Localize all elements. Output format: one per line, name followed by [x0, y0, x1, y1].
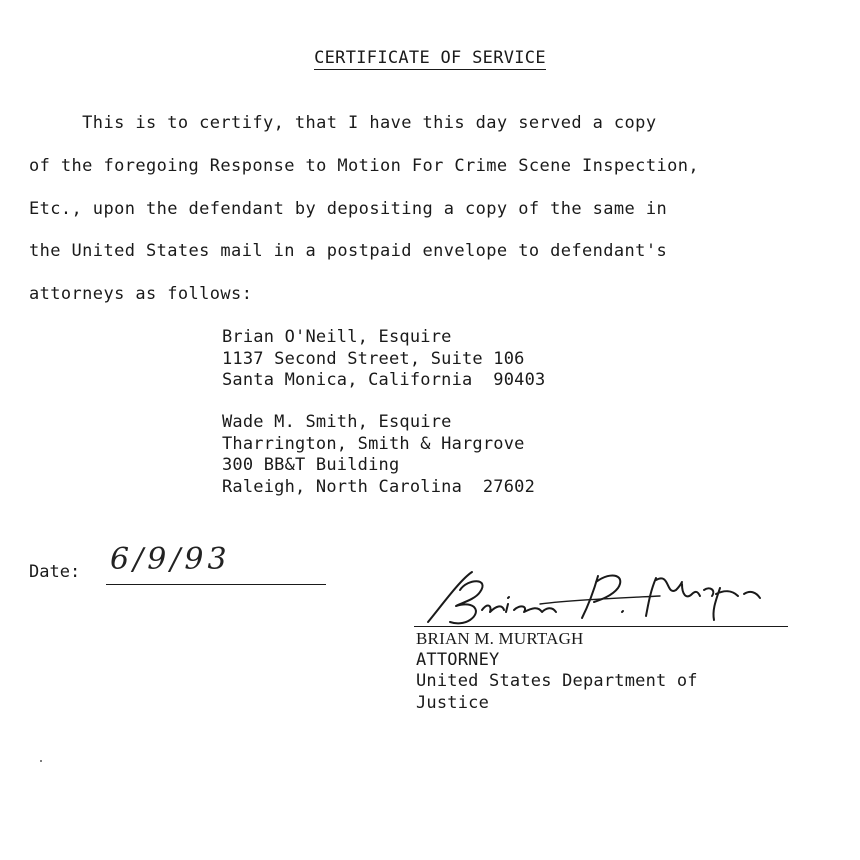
- signature-rule: [414, 626, 788, 627]
- addressee-block-2: [222, 412, 535, 498]
- scan-speck: [40, 760, 42, 762]
- addressee-line: Brian O'Neill, Esquire: [222, 327, 452, 347]
- date-handwritten: 6/9/93: [110, 542, 231, 577]
- body-line-4: the United States mail in a postpaid envelope to defendant's: [29, 241, 668, 261]
- document-title: CERTIFICATE OF SERVICE: [314, 48, 546, 68]
- body-line-3: Etc., upon the defendant by depositing a copy of the same in: [29, 199, 668, 219]
- signer-org-line-2: Justice: [416, 692, 490, 713]
- addressee-line: Raleigh, North Carolina 27602: [222, 476, 536, 497]
- body-line-1: This is to certify, that I have this day served a copy: [29, 113, 657, 133]
- addressee-block-1: [222, 327, 545, 392]
- signer-name: BRIAN M. MURTAGH: [416, 629, 584, 648]
- signer-block: [416, 628, 698, 714]
- body-line-5: attorneys as follows:: [29, 284, 253, 304]
- addressee-line: Santa Monica, California 90403: [222, 370, 546, 390]
- body-line-2: of the foregoing Response to Motion For Crime Scene Inspection,: [29, 156, 699, 176]
- date-rule: [106, 584, 326, 585]
- addressee-line: Wade M. Smith, Esquire: [222, 412, 452, 432]
- signer-org-line-1: United States Department of: [416, 671, 698, 691]
- addressee-line: Tharrington, Smith & Hargrove: [222, 433, 525, 454]
- signer-role: ATTORNEY: [416, 649, 500, 670]
- addressee-line: 1137 Second Street, Suite 106: [222, 348, 525, 369]
- addressee-line: 300 BB&T Building: [222, 455, 400, 475]
- signature-image: [420, 560, 790, 635]
- date-label: Date:: [29, 562, 81, 582]
